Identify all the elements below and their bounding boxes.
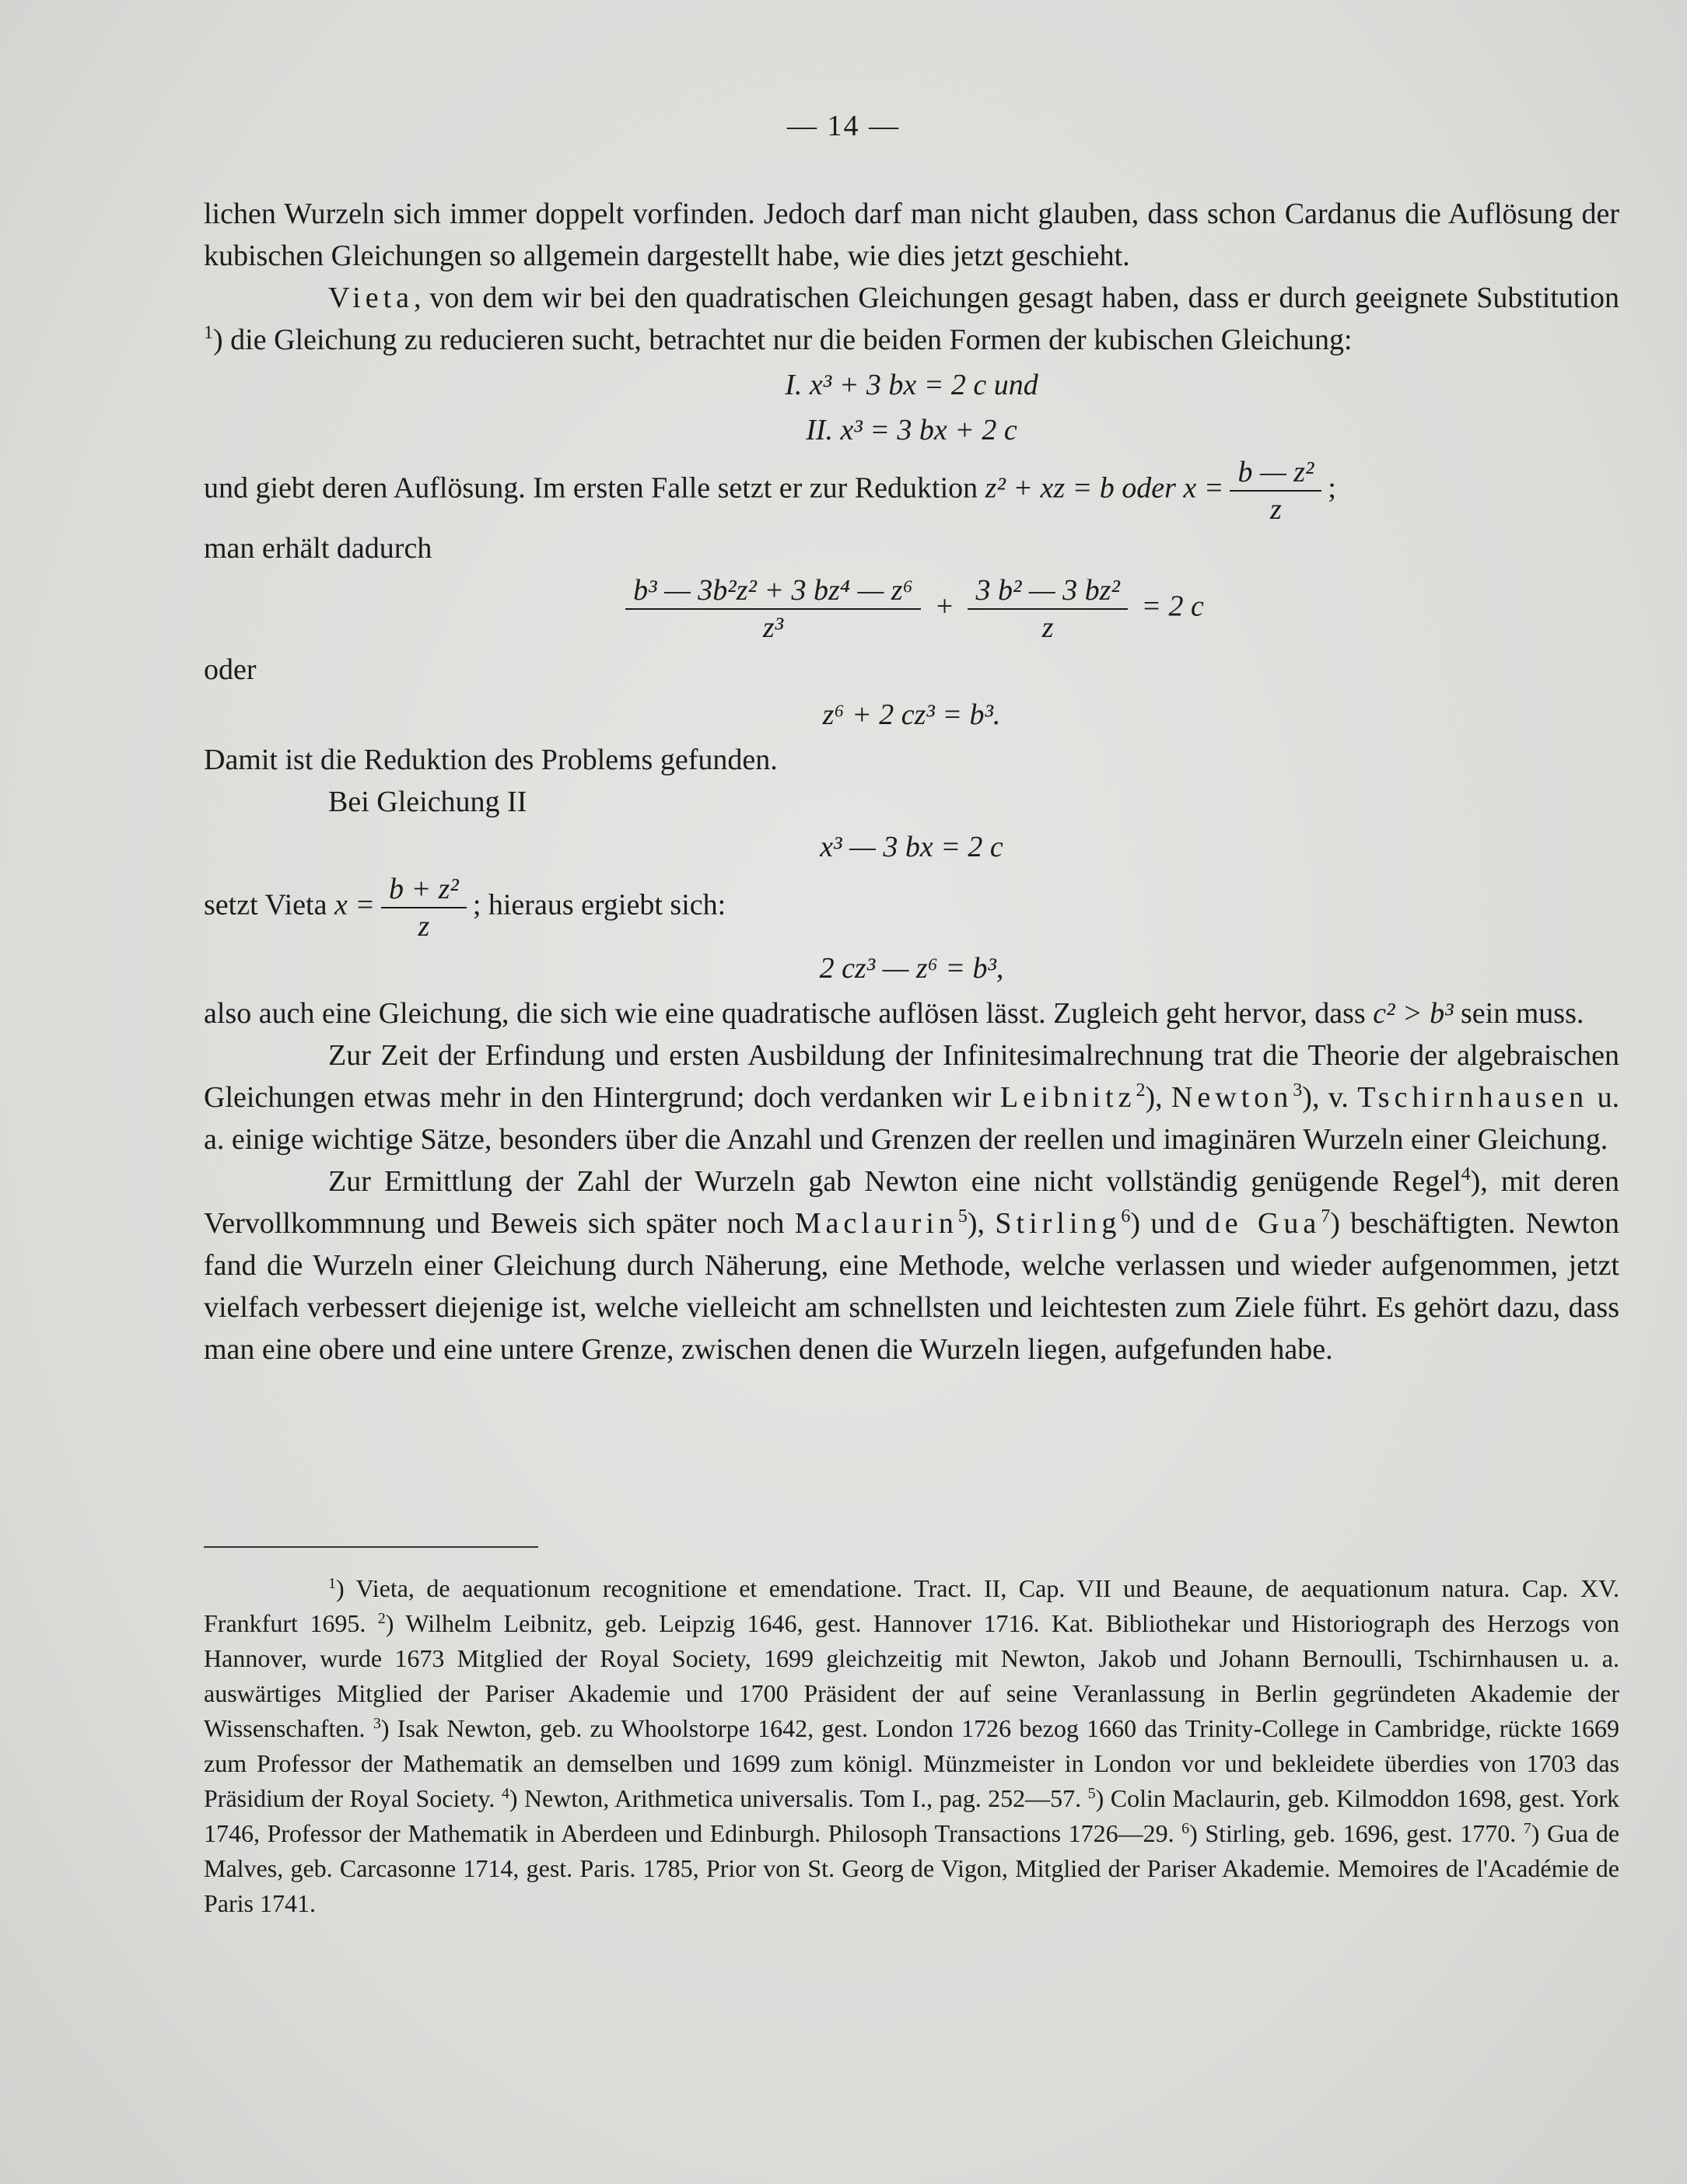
equation-result-1: z⁶ + 2 cz³ = b³.: [822, 698, 1001, 731]
footnote-5: ) Colin Maclaurin, geb. Kilmoddon 1698, gest. York 1746, Professor der Mathematik in Aberdeen und Edinburgh. Philosoph Transactions 1726—29.: [204, 1784, 1620, 1847]
paragraph-6: Damit ist die Reduktion des Problems gefunden.: [204, 744, 778, 776]
footnote-7: ) Gua de Malves, geb. Carcasonne 1714, gest. Paris. 1785, Prior von St. Georg de Vigon, Mitglied der Pariser Akademie. Memoires de l'Académie de Paris 1741.: [204, 1819, 1620, 1917]
page-number: — 14 —: [787, 110, 900, 142]
paragraph-9: also auch eine Gleichung, die sich wie eine quadratische auflösen lässt. Zugleich geht hervor, dass c² > b³ sein muss.: [204, 997, 1584, 1030]
paragraph-11: Zur Ermittlung der Zahl der Wurzeln gab Newton eine nicht vollständig genügende Regel$^4$), mit deren Vervollkommnung und Beweis sich später noch Maclaurin$^5$), Stirling$^6$) und de Gua$^7$) beschäftigten. Newton fand die Wurzeln einer Gleichung durch Näherung, eine Methode, welche verlassen und wieder aufgenommen, jetzt vielfach verbessert diejenige ist, welche vielleicht am schnellsten und leichtesten zum Ziele führt. Es gehört dazu, dass man eine obere und eine untere Grenze, zwischen denen die Wurzeln liegen, aufgefunden habe.: [204, 1164, 1620, 1366]
name-vieta: Vieta: [328, 282, 415, 314]
substitution-equation: z² + xz = b oder x =: [985, 471, 1224, 505]
footnote-ref-1: 1: [204, 323, 213, 343]
equation-II-form: x³ — 3 bx = 2 c: [820, 831, 1003, 863]
fraction-term-2: $\frac{\text{3 b² — 3 bz²}}{z}$: [968, 572, 1127, 646]
equation-reduction: $\frac{\text{b³ — 3b²z² + 3 bz⁴ — z⁶}}{\text{z³}}$ + $\frac{\text{3 b² — 3 bz²}}{z}$ = 2 c: [204, 572, 1619, 646]
footnote-2: ) Wilhelm Leibnitz, geb. Leipzig 1646, gest. Hannover 1716. Kat. Bibliothekar und Historiograph des Herzogs von Hannover, wurde 1673 Mitglied der Royal Society, 1699 gleichzeitig mit Newton, Jakob und Johann Bernoulli, Tschirnhausen u. a. auswärtiges Mitglied der Pariser Akademie und 1700 Präsident der auf seine Veranlassung in Berlin gegründeten Akademie der Wissenschaften.: [204, 1609, 1620, 1742]
paragraph-7: Bei Gleichung II: [328, 786, 527, 818]
paragraph-2: Vieta, von dem wir bei den quadratischen Gleichungen gesagt haben, dass er durch geeignete Substitution $^1$) die Gleichung zu reducieren sucht, betrachtet nur die beiden Formen der kubischen Gleichung:: [204, 282, 1619, 356]
paragraph-10: Zur Zeit der Erfindung und ersten Ausbildung der Infinitesimalrechnung trat die Theorie der algebraischen Gleichungen etwas mehr in den Hintergrund; doch verdanken wir Leibnitz$^2$), Newton$^3$), v. Tschirnhausen u. a. einige wichtige Sätze, besonders über die Anzahl und Grenzen der reellen und imaginären Wurzeln einer Gleichung.: [204, 1039, 1620, 1156]
footnote-3: ) Isak Newton, geb. zu Whoolstorpe 1642, gest. London 1726 bezog 1660 das Trinity-College in Cambridge, rückte 1669 zum Professor der Mathematik an demselben und 1699 zum königl. Münzmeister in London vor und bekleidete überdies von 1703 das Präsidium der Royal Society.: [204, 1714, 1620, 1812]
fraction-vieta: $\frac{\text{b + z²}}{z}$: [381, 871, 467, 944]
equation-result-2: 2 cz³ — z⁶ = b³,: [819, 952, 1004, 985]
footnote-4: ) Newton, Arithmetica universalis. Tom I., pag. 252—57.: [509, 1784, 1082, 1812]
footnote-1: ) Vieta, de aequationum recognitione et emendatione. Tract. II, Cap. VII und Beaune, de aequationum natura. Cap. XV. Frankfurt 1695.: [204, 1574, 1619, 1637]
paragraph-8: setzt Vieta x = $\frac{\text{b + z²}}{z}$ ; hieraus ergiebt sich:: [204, 873, 726, 943]
inequality: c² > b³: [1373, 997, 1454, 1030]
footnote-divider: [204, 1546, 538, 1548]
paragraph-1: lichen Wurzeln sich immer doppelt vorfinden. Jedoch darf man nicht glauben, dass schon Cardanus die Auflösung der kubischen Gleichungen so allgemein dargestellt habe, wie dies jetzt geschieht.: [204, 198, 1619, 272]
fraction-substitution: $\frac{\text{b — z²}}{z}$: [1230, 454, 1321, 527]
footnote-6: ) Stirling, geb. 1696, gest. 1770.: [1189, 1819, 1517, 1847]
body-text: [204, 193, 1619, 1370]
equation-I: I. x³ + 3 bx = 2 c und: [785, 369, 1038, 401]
paragraph-4: man erhält dadurch: [204, 532, 432, 565]
equation-II: II. x³ = 3 bx + 2 c: [806, 414, 1017, 446]
paragraph-3: und giebt deren Auflösung. Im ersten Falle setzt er zur Reduktion z² + xz = b oder x = $\frac{\text{b — z²}}{z}$ ;: [204, 456, 1336, 526]
paragraph-5: oder: [204, 653, 257, 686]
footnotes: $^1$) Vieta, de aequationum recognitione et emendatione. Tract. II, Cap. VII und Beaune, de aequationum natura. Cap. XV. Frankfurt 1695. $^2$) Wilhelm Leibnitz, geb. Leipzig 1646, gest. Hannover 1716. Kat. Bibliothekar und Historiograph des Herzogs von Hannover, wurde 1673 Mitglied der Royal Society, 1699 gleichzeitig mit Newton, Jakob und Johann Bernoulli, Tschirnhausen u. a. auswärtiges Mitglied der Pariser Akademie und 1700 Präsident der auf seine Veranlassung in Berlin gegründeten Akademie der Wissenschaften. $^3$) Isak Newton, geb. zu Whoolstorpe 1642, gest. London 1726 bezog 1660 das Trinity-College in Cambridge, rückte 1669 zum Professor der Mathematik an demselben und 1699 zum königl. Münzmeister in London vor und bekleidete überdies von 1703 das Präsidium der Royal Society. $^4$) Newton, Arithmetica universalis. Tom I., pag. 252—57. $^5$) Colin Maclaurin, geb. Kilmoddon 1698, gest. York 1746, Professor der Mathematik in Aberdeen und Edinburgh. Philosoph Transactions 1726—29. $^6$) Stirling, geb. 1696, gest. 1770. $^7$) Gua de Malves, geb. Carcasonne 1714, gest. Paris. 1785, Prior von St. Georg de Vigon, Mitglied der Pariser Akademie. Memoires de l'Académie de Paris 1741.: [204, 1574, 1620, 1917]
fraction-term-1: $\frac{\text{b³ — 3b²z² + 3 bz⁴ — z⁶}}{\text{z³}}$: [625, 572, 921, 646]
